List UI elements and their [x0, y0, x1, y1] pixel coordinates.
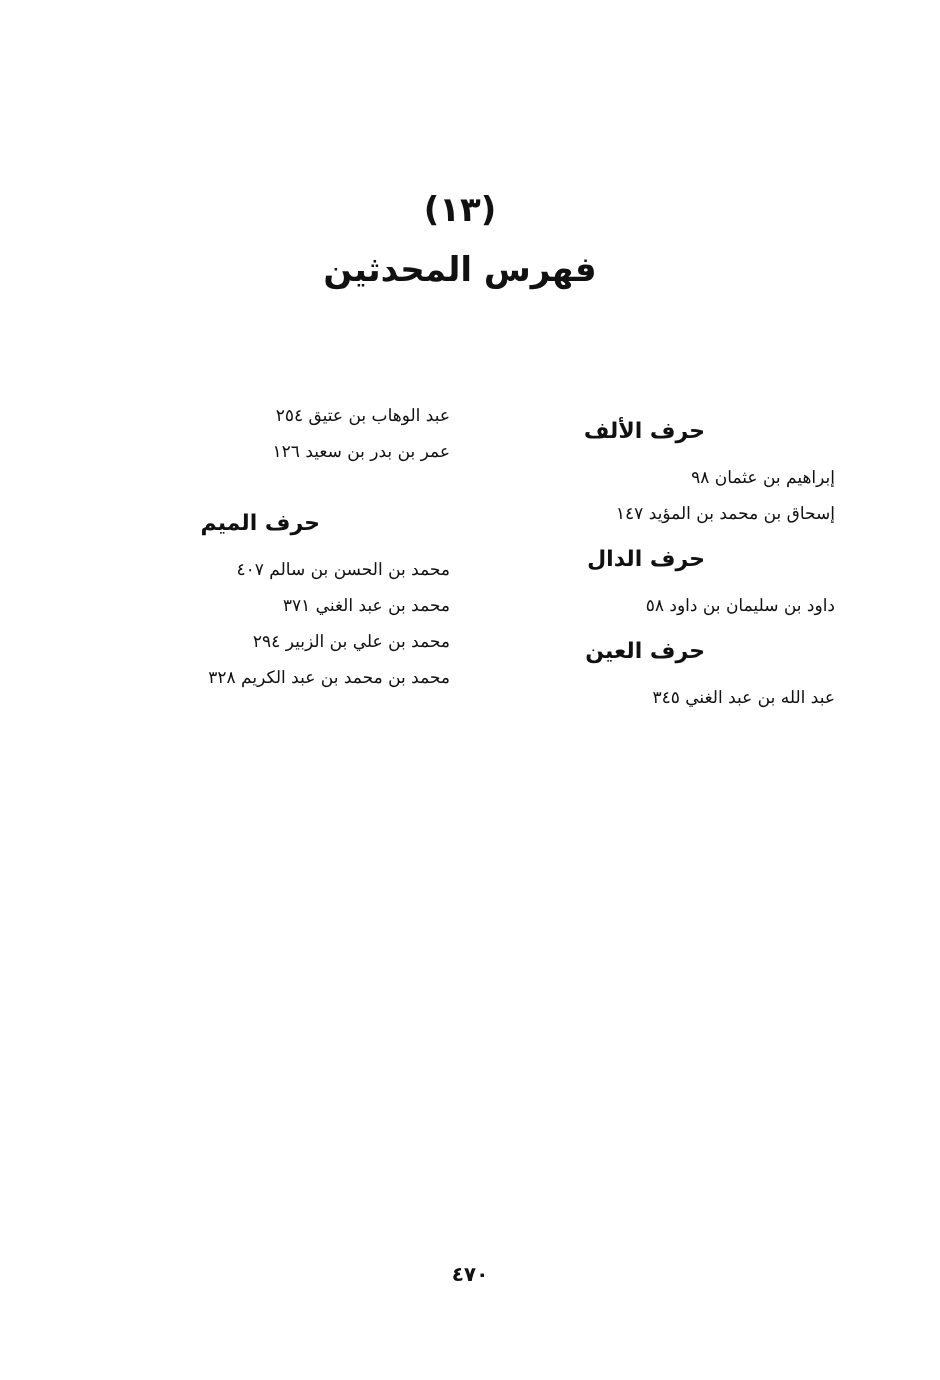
index-entry: عبد الله بن عبد الغني ٣٤٥ [652, 688, 835, 708]
index-entry: إبراهيم بن عثمان ٩٨ [691, 468, 835, 488]
page-title: فهرس المحدثين [323, 250, 597, 290]
page-number: ٤٧٠ [451, 1262, 489, 1286]
index-entry: عمر بن بدر بن سعيد ١٢٦ [272, 442, 450, 462]
index-entry: داود بن سليمان بن داود ٥٨ [645, 596, 835, 616]
index-entry: محمد بن الحسن بن سالم ٤٠٧ [236, 560, 450, 580]
index-entry: محمد بن عبد الغني ٣٧١ [282, 596, 450, 616]
letter-heading-meem: حرف الميم [200, 511, 320, 536]
letter-heading-dal: حرف الدال [587, 547, 705, 572]
index-column-left [120, 398, 450, 696]
index-entry: إسحاق بن محمد بن المؤيد ١٤٧ [615, 504, 835, 524]
letter-heading-alif: حرف الألف [583, 419, 705, 444]
letter-heading-ayn: حرف العين [585, 639, 705, 664]
index-entry: محمد بن محمد بن عبد الكريم ٣٢٨ [208, 668, 450, 688]
section-number: (١٣) [423, 190, 497, 230]
index-entry: عبد الوهاب بن عتيق ٢٥٤ [275, 406, 450, 426]
index-entry: محمد بن علي بن الزبير ٢٩٤ [252, 632, 450, 652]
index-column-right [505, 412, 835, 716]
